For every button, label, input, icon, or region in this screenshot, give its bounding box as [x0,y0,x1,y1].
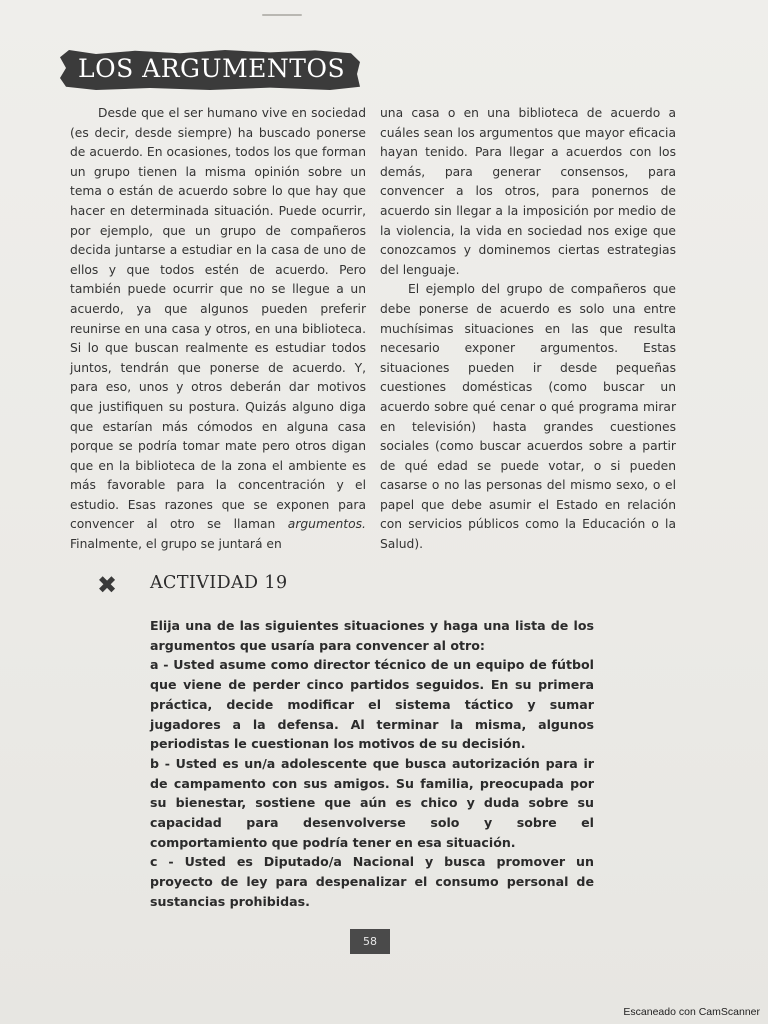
paragraph-text: Finalmente, el grupo se juntará en [70,537,282,552]
paragraph: El ejemplo del grupo de compañeros que debe ponerse de acuerdo es solo una entre muchísimas situaciones en las que resulta necesario exponer argumentos. Estas situaciones pueden ir desde pequeñas cuestiones domésticas (como buscar un acuerdo sobre qué cenar o qué programa mirar en televisión) hasta grandes cuestiones sociales (como buscar acuerdos sobre a partir de qué edad se puede votar, o si pueden casarse o no las personas del mismo sexo, o el papel que debe asumir el Estado en relación con servicios públicos como la Educación o la Salud). [380,282,676,552]
scan-mark [262,14,302,16]
scanner-watermark: Escaneado con CamScanner [623,1006,760,1018]
activity-item: c - Usted es Diputado/a Nacional y busca promover un proyecto de ley para despenalizar el consumo personal de sustancias prohibidas. [150,854,594,909]
page-number: 58 [350,929,390,954]
activity-intro: Elija una de las siguientes situaciones y haga una lista de los argumentos que usaría para convencer al otro: [150,618,594,653]
emphasis-term: argumentos. [287,517,366,532]
activity-item: a - Usted asume como director técnico de un equipo de fútbol que viene de perder cinco partidos seguidos. En su primera práctica, decide modificar el sistema táctico y sumar jugadores a la defensa. Al terminar la misma, algunos periodistas le cuestionan los motivos de su decisión. [150,657,594,752]
left-text-column [70,104,366,555]
activity-instructions [150,616,594,912]
activity-cross-icon: ✖ [97,571,118,599]
right-text-column [380,104,676,555]
section-title: LOS ARGUMENTOS [78,54,346,83]
activity-item: b - Usted es un/a adolescente que busca autorización para ir de campamento con sus amigos. Su familia, preocupada por su bienestar, sostiene que aún es chico y duda sobre su capacidad para desenvolverse solo y sobre el comportamiento que podría tener en esa situación. [150,755,594,850]
paragraph: una casa o en una biblioteca de acuerdo a cuáles sean los argumentos que mayor eficacia hayan tenido. Para llegar a acuerdos con los demás, para generar consensos, para convencer a los otros, para ponernos de acuerdo sin llegar a la imposición por medio de la violencia, la vida en sociedad nos exige que conozcamos y dominemos ciertas estrategias del lenguaje. [380,106,676,277]
activity-title: ACTIVIDAD 19 [150,573,288,593]
paragraph-text: Desde que el ser humano vive en sociedad (es decir, desde siempre) ha buscado ponerse de acuerdo. En ocasiones, todos los que forman un grupo tienen la misma opinión sobre un tema o están de acuerdo sobre lo que hay que hacer en determinada situación. Puede ocurrir, por ejemplo, que un grupo de compañeros decida juntarse a estudiar en la casa de uno de ellos y que todos estén de acuerdo. Pero también puede ocurrir que no se llegue a un acuerdo, ya que algunos pueden preferir reunirse en una casa y otros, en una biblioteca. Si lo que buscan realmente es estudiar todos juntos, tendrán que ponerse de acuerdo. Y, para eso, unos y otros deberán dar motivos que justifiquen su postura. Quizás alguno diga que estarían más cómodos en alguna casa porque se podría tomar mate pero otros digan que en la biblioteca de la zona el ambiente es más favorable para la concentración y el estudio. Esas razones que se exponen para convencer al otro se llaman [70,106,366,532]
paragraph [70,104,366,555]
